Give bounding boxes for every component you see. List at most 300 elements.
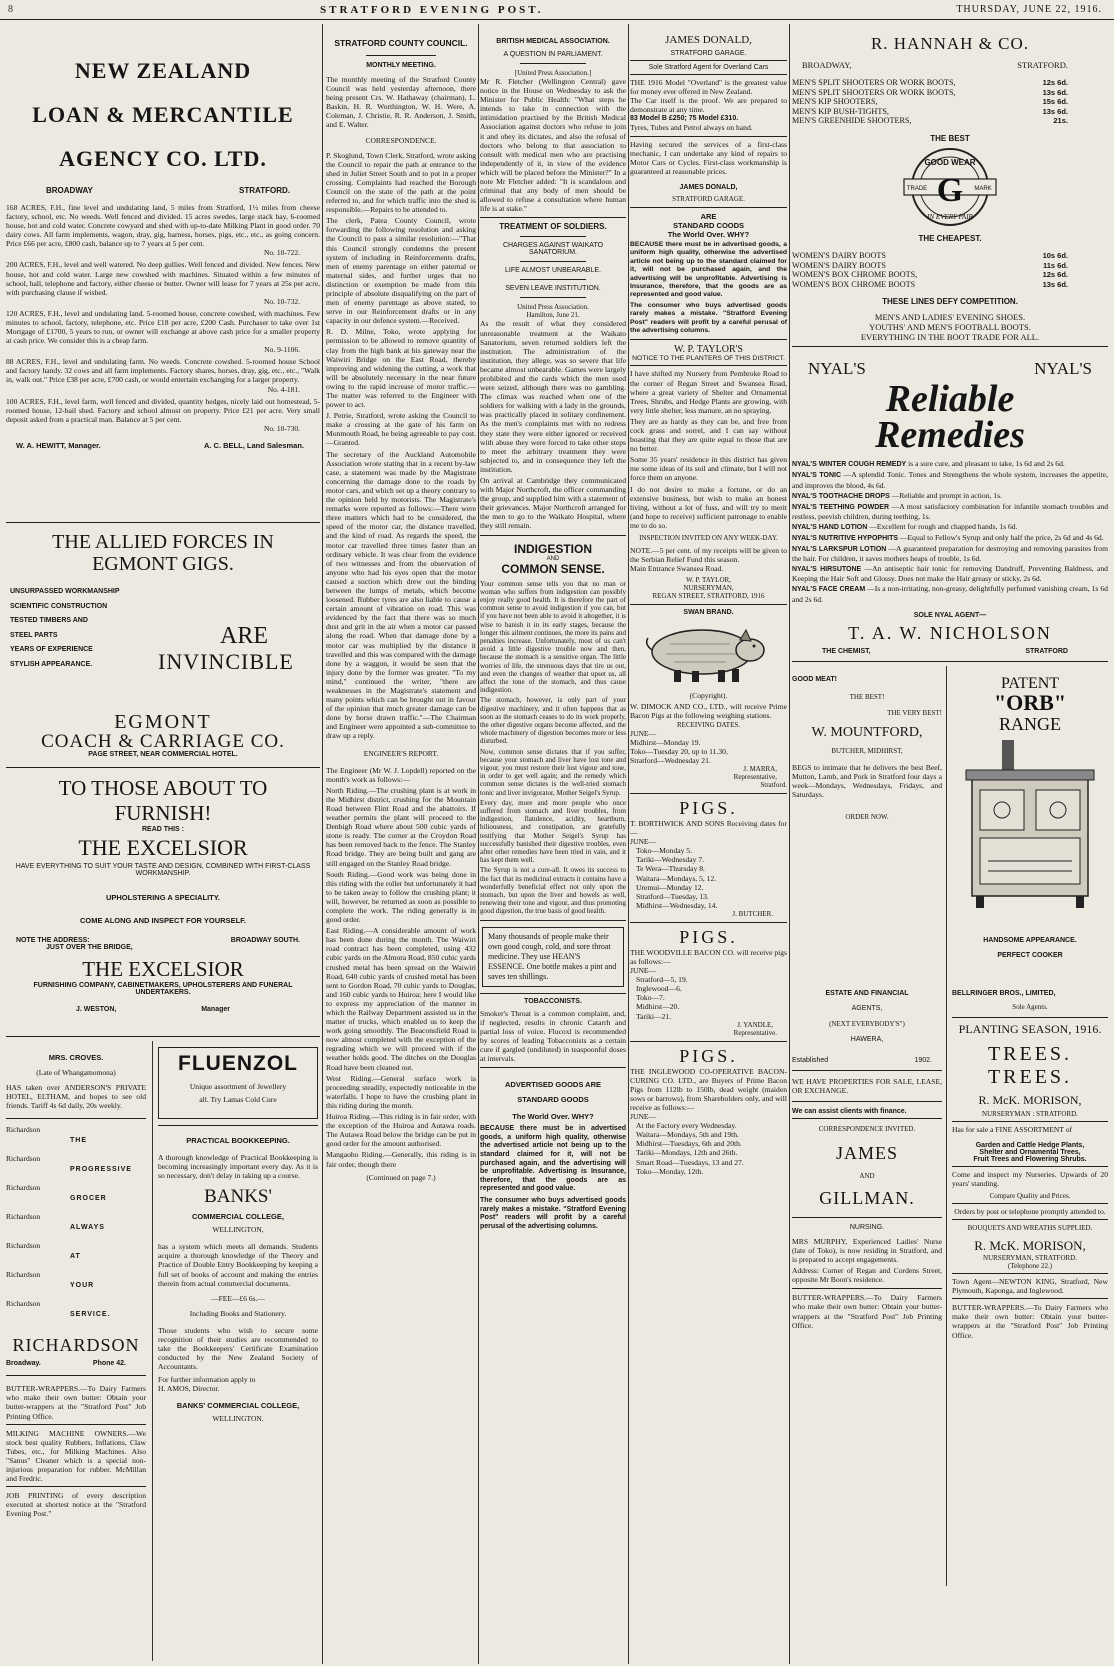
price-row: [792, 251, 1108, 261]
garden-cattle: Garden and Cattle Hedge Plants,: [975, 1141, 1085, 1149]
exc-read: READ THIS :: [142, 826, 184, 833]
woodville-date: Inglewood—6.: [636, 984, 682, 994]
banks-city-2: WELLINGTON.: [212, 1414, 264, 1424]
richardson-word: SERVICE.: [70, 1311, 111, 1319]
nyal-item-name: NYAL'S FACE CREAM: [792, 586, 866, 594]
price-row: [792, 107, 1108, 117]
nyal-item-name: NYAL'S HAND LOTION: [792, 523, 868, 531]
nyal-item: [792, 470, 1108, 489]
price-value: 12s 6d.: [1042, 78, 1068, 87]
soldiers-sub: CHARGES AGAINST WAIKATO SANATORIUM.: [502, 242, 604, 257]
col1-lower-left: [6, 1041, 146, 1519]
col5-mid: [792, 666, 1108, 986]
woodville-date: Stratford—5, 19.: [636, 975, 688, 985]
nz-address: BROADWAY: [46, 186, 93, 195]
agents: AGENTS,: [851, 1004, 883, 1012]
donald-name-2: JAMES DONALD,: [679, 183, 738, 191]
indigestion-p3: Now, common sense dictates that if you suffer, because your stomach and liver have lost tone and vigour, you must restore their lost vigour and tone, in order to get well again; and the remedy which common sense dictates is the well-tried stomach tonic and liver invigorator, Mother Seigel's Syrup.: [480, 747, 626, 797]
bookkeeping-p2: has a system which meets all demands. Students acquire a thorough knowledge of the Theory and Practice of Double Entry Bookkeeping by keeping a full set of books of account and making the entries therein from actual commercial documents.: [158, 1242, 318, 1288]
std-goods: STANDARD COODS: [672, 220, 745, 230]
woodville-june: JUNE—: [630, 966, 657, 976]
good-meat: GOOD MEAT!: [792, 675, 837, 683]
richardson-ad: [6, 1125, 146, 1335]
taylor-nurseryman: NURSERYMAN,: [683, 584, 734, 593]
listing-number: No. 9-1106.: [264, 345, 300, 355]
taylor-name: W. P. TAYLOR'S: [674, 344, 743, 356]
exc-title: TO THOSE ABOUT TO: [58, 776, 268, 800]
price-row: [792, 88, 1108, 98]
sole-agent: SOLE NYAL AGENT—: [913, 611, 987, 619]
exc-name-2: THE EXCELSIOR: [82, 957, 244, 981]
tobacconists-head: TOBACCONISTS.: [524, 997, 582, 1005]
taylor-p2: They are as hardy as they can be, and free from cock grass and sorrel, and I can say without boasting that they are quite equal to those that are no better.: [630, 416, 787, 454]
established: Established: [792, 1056, 829, 1064]
logo-left: TRADE: [906, 185, 928, 192]
column-2: [326, 24, 476, 1664]
gillman: GILLMAN.: [819, 1187, 915, 1208]
newspaper-title: STRATFORD EVENING POST.: [320, 4, 544, 16]
nyals-right: NYAL'S: [1034, 359, 1092, 379]
finance: We can assist clients with finance.: [792, 1107, 907, 1115]
nyal-item-name: NYAL'S WINTER COUGH REMEDY: [792, 461, 907, 469]
allied-title: THE ALLIED FORCES IN EGMONT GIGS.: [52, 531, 274, 575]
donald-garage-2: STRATFORD GARAGE.: [672, 194, 745, 203]
column-divider: [322, 24, 323, 1664]
council-p3: The clerk, Patea County Council, wrote forwarding the following resolution and asking the Council to pass a similar resolution:—"That this Council strongly condemns the present system of including in Reinforcements drafts, men of enemy parentage on either paternal or maternal sides, and further urges that no distinction or exemption be made from this principle of absolute disqualifying on the part of men of enemy parentage as above stated, to serve in our Reinforcement drafts or in any capacity in our defence system.—Received.: [326, 216, 476, 326]
col1-lower: [6, 1041, 320, 1661]
orb-range-ad: [952, 666, 1108, 959]
nyal-item-name: NYAL'S TONIC: [792, 472, 842, 480]
taylor-entrance: Main Entrance Swansea Road.: [630, 564, 724, 574]
price-item: MEN'S SPLIT SHOOTERS OR WORK BOOTS,: [792, 78, 956, 87]
dimock-d3: Stratford—Wednesday 21.: [630, 755, 711, 765]
nyal-item-name: NYAL'S TEETHING POWDER: [792, 503, 889, 511]
soldiers-p2: On arrival at Cambridge they communicated with Major Northcroft, the officer commanding the group, and supplied him with a statement of their grievances. Major Northcroft arranged for the men to go to the Waikato Hospital, where they still remain.: [480, 476, 626, 531]
donald-p4: Having secured the services of a first-class mechanic, I can undertake any kind of repairs to Motor Cars or Cycles. First-class workmanship is guaranteed at reasonable prices.: [630, 139, 787, 176]
orb-perfect: PERFECT COOKER: [997, 951, 1063, 959]
stove-illustration-icon: [952, 666, 1108, 922]
std-are: ARE: [700, 211, 717, 221]
exc-mgr: J. WESTON,: [76, 1006, 117, 1013]
dimock-d2: Toko—Tuesday 20, up to 11.30,: [630, 746, 728, 756]
nyal-item: [792, 459, 1108, 469]
soldiers-dateline: Hamilton, June 21.: [526, 311, 580, 320]
council-p1: The monthly meeting of the Stratford County Council was held yesterday afternoon, there being present Crs. W. Hathaway (chairman), L. Baskin, H. R. Worthington, W. H. Were, A. Coleman, J. Christie, R. R. Anderson, J. Smith, and E. Walter.: [326, 75, 476, 130]
estate: ESTATE AND FINANCIAL: [825, 989, 909, 997]
milking-machine: MILKING MACHINE OWNERS.—We stock best quality Rubbers, Inflations, Claw Tubes, etc., for Milking Machines. Also "Sanus" Cleaner which is a special non-injurious preparation for rubber. McMillan and Fredric.: [6, 1428, 146, 1484]
indigestion-sub: COMMON SENSE.: [501, 561, 605, 576]
planting-season: PLANTING SEASON, 1916.: [958, 1021, 1102, 1036]
morison-name: R. McK. MORISON,: [978, 1092, 1082, 1107]
orb-name: "ORB": [993, 689, 1067, 715]
hannah-name: R. HANNAH & CO.: [870, 34, 1030, 53]
column-divider: [789, 24, 790, 1664]
nz-manager: W. A. HEWITT, Manager.: [16, 440, 101, 450]
price-item: MEN'S KIP BUSH-TIGHTS,: [792, 106, 889, 116]
price-item: WOMEN'S DAIRY BOOTS: [792, 260, 886, 270]
listing-number: No. 10-732.: [263, 296, 300, 306]
mountford-p: BEGS to intimate that he delivers the best Beef, Mutton, Lamb, and Pork in Stratford four days a week—Mondays, Wednesdays, Fridays, and Saturdays.: [792, 762, 942, 799]
nyal-item: [792, 491, 1108, 501]
banks-director: H. AMOS, Director.: [158, 1384, 220, 1394]
borthwick-june: JUNE—: [630, 837, 657, 847]
inglewood-date: Midhirst—Tuesdays, 6th and 20th.: [636, 1139, 742, 1149]
listing-text: 88 ACRES, F.H., level and undulating farm. No weeds. Concrete cowshed. 5-roomed house School and factory handy. 32 cows and all farm implements. Factory shares, horses, dray, gig, etc., etc., "Walk in, walk out." Price £38 per acre, £700 cash, or would entertain exchanging for a larger property.: [6, 357, 320, 385]
dimock-june: JUNE—: [630, 728, 657, 738]
morison-nm: NURSERYMAN : STRATFORD.: [982, 1109, 1078, 1118]
price-item: MEN'S GREENHIDE SHOOTERS,: [792, 116, 912, 126]
adv-head: ADVERTISED GOODS ARE: [505, 1080, 601, 1090]
inglewood-date: Waitara—Mondays, 5th and 19th.: [636, 1130, 739, 1140]
yandle-rep: Representative.: [733, 1028, 777, 1037]
nyal-list: [792, 459, 1108, 603]
nz-salesman: A. C. BELL, Land Salesman.: [203, 440, 304, 450]
borthwick-date: Uremui—Monday 12.: [636, 882, 704, 892]
borthwick-date: Te Wera—Thursday 8.: [636, 864, 705, 874]
murphy: MRS MURPHY, Experienced Ladies' Nurse (late of Toko), is now residing in Stratford, and is prepared to accept engagements.: [792, 1236, 942, 1265]
price-list: [792, 78, 1108, 126]
borthwick-p: T. BORTHWICK AND SONS Receiving dates for—: [630, 818, 787, 838]
woodville-date: Tariki—21.: [636, 1011, 672, 1021]
taylor-p1: I have shifted my Nursery from Pembroke Road to the corner of Regan Street and Swansea Road, where a great variety of Shelter and Ornamental Trees, Shrubs, and Hedge Plants are growing, with very little shelter, less manure, an no spraying.: [630, 369, 787, 415]
logo-right: MARK: [974, 185, 992, 192]
inglewood-date: At the Factory every Wednesday.: [636, 1121, 737, 1131]
yandle-name: J. YANDLE,: [737, 1020, 773, 1029]
football: YOUTHS' AND MEN'S FOOTBALL BOOTS.: [869, 322, 1031, 333]
column-divider: [946, 666, 947, 986]
council-sub: MONTHLY MEETING.: [366, 62, 436, 69]
richardson-word: PROGRESSIVE: [70, 1166, 132, 1174]
nyal-item-name: NYAL'S NUTRITIVE HYPOPHITS: [792, 535, 899, 542]
borthwick-date: Midhirst—Wednesday, 14.: [636, 900, 718, 910]
nyal-item-name: NYAL'S TOOTHACHE DROPS: [792, 492, 890, 500]
trees-2: TREES.: [987, 1065, 1073, 1088]
bma-head: BRITISH MEDICAL ASSOCIATION.: [496, 38, 610, 45]
pigs-head-3: PIGS.: [679, 1045, 738, 1066]
nz-town: STRATFORD.: [239, 186, 290, 195]
richardson-word: GROCER: [70, 1195, 107, 1203]
nicholson-chem: THE CHEMIST,: [822, 647, 871, 655]
indigestion-p4: Every day, more and more people who once suffered from stomach and liver troubles, from indigestion, flatulence, acidity, heartburn, biliousness, and constipation, are gratefully testifying that Mother Seigel's Syrup has successfully banished their digestive troubles, even after other remedies have been tried in vain, and it has kept them well.: [480, 798, 626, 865]
orb-range: RANGE: [999, 713, 1061, 734]
inglewood-dates: [630, 1121, 787, 1176]
the-cheapest: THE CHEAPEST.: [918, 233, 982, 243]
donald-agent: Sole Stratford Agent for Overland Cars: [648, 64, 769, 71]
pigs-head-2: PIGS.: [679, 926, 738, 947]
taylor-p4: I do not desire to make a fortune, or do an extensive business, but wish to make an honest living, without a lot of fuss, and will try to merit (and hope to receive) sufficient patronage to enable me to do so.: [630, 484, 787, 530]
listing-number: No. 10-722.: [263, 248, 300, 258]
price-item: MEN'S SPLIT SHOOTERS OR WORK BOOTS,: [792, 87, 956, 97]
heans-essence-ad: Many thousands of people make their own good cough, cold, and sore throat medicine. They use HEAN'S ESSENCE. One bottle makes a pint and saves ten shillings.: [482, 927, 624, 987]
fluenzol-line-2: all. Try Lamas Cold Cure: [199, 1095, 277, 1105]
price-value: 15s 6d.: [1042, 97, 1068, 107]
nursing: NURSING.: [849, 1223, 885, 1231]
butter-wrappers-3: BUTTER-WRAPPERS.—To Dairy Farmers who make their own butter: Obtain your butter-wrappers at the "Stratford Post" Job Printing Office.: [952, 1303, 1108, 1340]
column-divider: [628, 24, 629, 1664]
egmont-name: EGMONT: [114, 711, 212, 733]
donald-p3: Tyres, Tubes and Petrol always on hand.: [630, 123, 753, 133]
hawera: HAWERA,: [850, 1035, 884, 1043]
nz-title-2: LOAN & MERCANTILE: [32, 102, 294, 127]
taylor-note: NOTE.—5 per cent. of my receipts will be given to the Serbian Relief Fund this season.: [630, 546, 787, 565]
next-everybodys: (NEXT EVERYBODY'S"): [829, 1019, 905, 1028]
bookkeeping-head: PRACTICAL BOOKKEEPING.: [186, 1136, 290, 1145]
listing-list: [6, 203, 320, 433]
inglewood-date: Smart Road—Tuesdays, 13 and 27.: [636, 1157, 744, 1167]
town-agent: Town Agent—NEWTON KING, Stratford, New Plymouth, Kaponga, and Inglewood.: [952, 1277, 1108, 1296]
woodville-p: THE WOODVILLE BACON CO. will receive pigs as follows:—: [630, 947, 787, 966]
indigestion-p5: The Syrup is not a cure-all. It owes its success to the fact that its medicinal extracts it contains have a wonderfully beneficial effect not only upon the stomach, but upon the liver and bowels as well, renewing their tone and vigour, and thus promoting good digestion, the true basis of good health.: [480, 866, 626, 916]
exc-name: THE EXCELSIOR: [78, 835, 248, 860]
morison-name-2: R. McK. MORISON,: [974, 1238, 1086, 1254]
price-value: 21s.: [1053, 116, 1068, 126]
council-p5: J. Petrie, Stratford, wrote asking the Council to make a crossing at the gate of his farm on Monmouth Road, he being agreeable to pay cost.—Granted.: [326, 411, 476, 448]
marra-name: J. MARRA,: [743, 764, 777, 773]
exc-title-2: FURNISH!: [114, 801, 212, 825]
price-row: [792, 280, 1108, 290]
allied-row: UNSURPASSED WORKMANSHIP: [10, 588, 120, 595]
council-p13: Mangaoho Riding.—Generally, this riding is in fair order, though there: [326, 1150, 476, 1169]
fluenzol-title: FLUENZOL: [178, 1052, 298, 1075]
listing-text: 120 ACRES, F.H., level and undulating land. 5-roomed house, concrete cowshed, with machines. Few minutes to school, factory, telephone, etc. Price £18 per acre, £200 Cash. Purchaser to take over 1st Mortgage of £1700, 5 years to run, or owner will exchange at above cash price for a smaller property at cash price. We consider this is a cheap farm.: [6, 308, 320, 346]
james: JAMES: [835, 1142, 898, 1163]
evening-shoes: MEN'S AND LADIES' EVENING SHOES.: [874, 312, 1026, 323]
indigestion-p2: The stomach, however, is only part of your digestive machinery, and it often happens that as soon as the stomach ceases to do its work properly, the other digestive organs become affected, and the whole machinery of digestion becomes more or less disturbed.: [480, 696, 626, 746]
adv-p1: BECAUSE there must be in advertised goods, a uniform high quality, otherwise the advertised article not being up to the standard claimed for it, will not be purchased again, and the advertising will be unprofitable. Advertising is Insurance, therefore, that the goods are as represented and good value.: [480, 1125, 626, 1193]
orb-patent: PATENT: [1000, 674, 1060, 692]
nz-title: NEW ZEALAND: [74, 58, 252, 83]
mountford-butcher: BUTCHER, MIDHIRST,: [831, 746, 903, 755]
borthwick-date: Stratford—Tuesday, 13.: [636, 891, 709, 901]
bookkeeping-p3: Those students who wish to secure some recognition of their studies are recommended to take the Bookkeepers' Certificate Examination conducted by the New Zealand Society of Accountants.: [158, 1325, 318, 1372]
banks-college: COMMERCIAL COLLEGE,: [192, 1212, 284, 1222]
murphy-addr: Address: Corner of Regan and Cordens Street, opposite Mr Boon's residence.: [792, 1266, 942, 1285]
corr-invited: CORRESPONDENCE INVITED.: [818, 1124, 916, 1133]
column-divider: [946, 986, 947, 1586]
exc-line-3: COME ALONG AND INSPECT FOR YOURSELF.: [80, 916, 246, 925]
taylor-p3: Some 35 years' residence in this district has given me some ideas of its soil and climate, but I will not force them on anyone.: [630, 455, 787, 483]
adv-std: STANDARD GOODS: [517, 1095, 589, 1105]
mountford-name: W. MOUNTFORD,: [811, 724, 923, 740]
compare: Compare Quality and Prices.: [989, 1191, 1071, 1200]
trees-1: TREES.: [987, 1042, 1073, 1065]
exc-mgr-title: Manager: [201, 1006, 230, 1013]
column-divider: [152, 1041, 153, 1661]
good-wear-logo-icon: [792, 143, 1108, 229]
hannah-town: STRATFORD.: [1017, 60, 1068, 70]
nyal-item: [792, 544, 1108, 563]
donald-models: 83 Model B £250; 75 Model £310.: [630, 115, 739, 123]
column-3: [480, 24, 626, 1664]
nyal-item-name: NYAL'S LARKSPUR LOTION: [792, 546, 887, 554]
croves-late: (Late of Whangamomona): [36, 1068, 116, 1077]
fluenzol-ad: [158, 1047, 318, 1119]
nyal-item-desc: —A guaranteed preparation for destroying and removing parasites from the hair. For children, it saves mothers heaps of trouble, 1s 6d.: [792, 544, 1108, 564]
egmont-name-2: COACH & CARRIAGE CO.: [41, 731, 285, 752]
marra-rep: Representative,: [733, 772, 777, 781]
richardson-name: RICHARDSON: [12, 1335, 140, 1356]
croves-text: HAS taken over ANDERSON'S PRIVATE HOTEL, ELTHAM, and hopes to see old friends. Tariff 4s 6d daily, 20s weekly.: [6, 1083, 146, 1111]
come-inspect: Come and inspect my Nurseries. Upwards of 20 years' standing.: [952, 1169, 1108, 1188]
continued-note: (Continued on page 7.): [366, 1172, 436, 1182]
council-p12: Huiroa Riding.—This riding is in fair order, with the exception of the Huiroa and Autawa roads. The Autawa Road below the bridge can be put in good order for the amount authorised.: [326, 1112, 476, 1149]
taylor-notice: NOTICE TO THE PLANTERS OF THIS DISTRICT.: [632, 355, 785, 363]
everything: EVERYTHING IN THE BOOT TRADE FOR ALL.: [860, 332, 1040, 343]
nyal-item-desc: —Equal to Fellow's Syrup and only half the price, 2s 6d and 4s 6d.: [899, 533, 1104, 542]
listing-text: 168 ACRES, F.H., fine level and undulating land, 5 miles from Stratford, 1½ miles from cheese factory, school, etc. No weeds. Well fenced and divided. 15 acres swedes, large stack hay, 6-roomed house, hot and cold water. Concrete cowyard and shed with up-to-date Milking Plant in good order. 70 dairy cows. All farm implements, wagon, dray, gig, harness, horses, pigs, etc., etc., as going concern. Price £66 per acre, £800 cash, balance up to 7 years at 5 per cent.: [6, 203, 320, 249]
taylor-address: REGAN STREET, STRATFORD, 1916: [652, 592, 765, 601]
listing-number: No. 4-181.: [267, 384, 300, 394]
price-item: WOMEN'S BOX CHROME BOOTS: [792, 279, 916, 289]
nyal-item-desc: —Reliable and prompt in action, 1s.: [891, 490, 1002, 500]
richardson-row: Richardson: [6, 1212, 41, 1222]
exc-bs: BROADWAY SOUTH.: [230, 937, 300, 944]
richardson-word: THE: [70, 1137, 87, 1145]
price-value: 13s 6d.: [1042, 106, 1068, 116]
page-number: 8: [8, 4, 13, 15]
std-why: The World Over. WHY?: [667, 229, 750, 239]
richardson-word: AT: [70, 1253, 81, 1261]
exc-line-2: UPHOLSTERING A SPECIALITY.: [105, 893, 221, 902]
soldiers-p1: As the result of what they considered unreasonable treatment at the Waikato Sanatorium, seven returned soldiers left the institution. The administration of the institution, they allege, was so severe that life became almost unbearable. Games were largely prohibited and the cards which the men used were seized, although there was no gambling. The climax was reached when one of the soldiers for walking with a lady in the grounds, was practically placed in solitary confinement. As the men's complaints met with no redress they state they were either ignored or received with abuse they were forced to take other steps to meet the arbitrary treatment they were subjected to, and in consequence they left the institution.: [480, 319, 626, 474]
shelter: Shelter and Ornamental Trees,: [979, 1148, 1081, 1156]
richardson-row: Richardson: [6, 1270, 41, 1280]
nz-title-3: AGENCY CO. LTD.: [59, 146, 267, 171]
fruit: Fruit Trees and Flowering Shrubs.: [973, 1155, 1087, 1163]
column-5: [792, 24, 1108, 1664]
bma-sub: A QUESTION IN PARLIAMENT.: [503, 51, 603, 58]
inglewood-date: Tariki—Mondays, 12th and 26th.: [636, 1148, 738, 1158]
col5-low: [792, 986, 1108, 1586]
price-value: 12s 6d.: [1042, 270, 1068, 280]
morison-ad: [952, 986, 1108, 1340]
tobacconists-p: Smoker's Throat is a common complaint, and, if neglected, results in chronic Catarrh and partial loss of voice. Flucoxl is recommended by scores of leading Tobacconists as a certain cure if gargled (undiluted) in teaspoonful doses at intervals.: [480, 1008, 626, 1064]
allied-invincible: INVINCIBLE: [158, 649, 294, 674]
listing-text: 100 ACRES, F.H., level farm, well fenced and divided, quantity hedges, nicely laid out homestead, 5-roomed house, 12-bail shed. Factory and school almost on property. Price £21 per acre. Very small deposit asked from a practical man. Balance at 5 per cent.: [6, 396, 320, 424]
remedies-title: Remedies: [875, 414, 1025, 457]
allied-are: ARE: [220, 623, 268, 649]
donald-p1: THE 1916 Model "Overland" is the greatest value for money ever offered in New Zealand.: [630, 78, 787, 97]
excelsior-ad: [6, 776, 320, 1032]
allied-row: SCIENTIFIC CONSTRUCTION: [10, 602, 108, 610]
nyal-item-desc: —A splendid Tonic. Tones and Strengthens the whole system, increases the appetite, and improves the blood, 4s 6d.: [792, 470, 1108, 490]
marra-town: Stratford.: [760, 780, 787, 789]
borthwick-date: Tariki—Wednesday 7.: [636, 855, 705, 865]
very-best: THE VERY BEST!: [887, 708, 942, 717]
bma-p1: Mr R. Fletcher (Wellington Central) gave notice in the House on Wednesday to ask the Minister for Public Health: "What steps he intends to take in connection with the intimidation practised by the British Medical Association against doctors who refuse to join it and obey its dictates, and also the refusal of doctors who belong to that association to consult with medical men who are practising independently of it, in view of the evidence which will be placed before the Minister?" In a note Mr Fletcher added: "It is scandalous and criminal that any body of men should be allowed to refuse a consultation where human life is at stake.": [480, 77, 626, 214]
order-now: ORDER NOW.: [845, 813, 889, 822]
price-value: 13s 6d.: [1042, 87, 1068, 97]
richardson-phone: Phone 42.: [92, 1360, 126, 1368]
indigestion-p1: Your common sense tells you that no man or woman who suffers from indigestion can possibly enjoy really good health. It is therefore the part of common sense to avoid indigestion if you can, but if you have not been able to avoid it altogether, it is wise to banish it in its early stages, because the longer this ailment continues, the more its pains and penalties increase. Unfortunately, most of us can't avoid a little digestive trouble now and then, because the stomach is a sensitive organ. The little worries of life, the strenuous days that tire us out, and even the changes of weather that upset us, all affect the tone of the stomach, and thus cause indigestion.: [480, 579, 626, 695]
indigestion-and: AND: [546, 555, 560, 562]
defy: THESE LINES DEFY COMPETITION.: [882, 297, 1018, 307]
price-row: [792, 270, 1108, 280]
butter-wrappers: BUTTER-WRAPPERS.—To Dairy Farmers who make their own butter: Obtain your butter-wrappers at the "Stratford Post" Job Printing Office.: [6, 1384, 146, 1421]
nyal-item-desc: is a sure cure, and pleasant to take, 1s 6d and 2s 6d.: [908, 459, 1065, 469]
council-p4: R. D. Milne, Toko, wrote applying for permission to be allowed to remove quantity of clay from the high bank at his gateway near the Waiwiri Bridge on the East Road, thereby improving and widening the cutting, a work that will be absolutely necessary in the near future owing to the rapid increase of motor traffic.—The matter was referred to the Engineer with power to act.: [326, 327, 476, 410]
std-p1: BECAUSE there must be in advertised goods, a uniform high quality, otherwise the advertised article not being up to the standard claimed for it, will not be purchased again, and the advertising will be unprofitable. Advertising is Insurance, therefore, that the goods are as represented and good value.: [630, 240, 787, 299]
nicholson-town: STRATFORD: [1025, 647, 1068, 655]
banks-name-2: BANKS' COMMERCIAL COLLEGE,: [176, 1401, 300, 1411]
established-year: 1902.: [914, 1056, 932, 1064]
nyal-item-desc: —Is a non-irritating, non-greasy, delightfully perfumed vanishing cream, 1s 6d and 2s 6d.: [792, 584, 1108, 604]
nyal-item: [792, 564, 1108, 583]
soldiers-head: TREATMENT OF SOLDIERS.: [499, 222, 607, 232]
reliable-title: Reliable: [885, 378, 1015, 421]
council-head: STRATFORD COUNTY COUNCIL.: [334, 38, 468, 48]
borthwick-dates: [630, 846, 787, 910]
richardson-row: Richardson: [6, 1183, 41, 1193]
orders: Orders by post or telephone promptly attended to.: [954, 1206, 1106, 1216]
soldiers-sub-3: SEVEN LEAVE INSTITUTION.: [505, 285, 601, 293]
nicholson-name: T. A. W. NICHOLSON: [848, 622, 1052, 643]
pig-illustration-icon: [630, 616, 780, 686]
donald-name: JAMES DONALD,: [665, 34, 752, 46]
column-4: [630, 24, 787, 1664]
soldiers-sub-2: LIFE ALMOST UNBEARABLE.: [505, 267, 601, 275]
column-1: [6, 24, 320, 1664]
col1-lower-right: [158, 1041, 318, 1423]
swan-brand: SWAN BRAND.: [683, 609, 734, 617]
and: AND: [859, 1171, 875, 1180]
allied-row: STYLISH APPEARANCE.: [10, 660, 93, 668]
banks-name: BANKS': [204, 1186, 272, 1208]
price-item: WOMEN'S BOX CHROME BOOTS,: [792, 270, 918, 280]
pigs-head-1: PIGS.: [679, 797, 738, 818]
inglewood-june: JUNE—: [630, 1112, 657, 1122]
council-corr: CORRESPONDENCE.: [365, 135, 437, 145]
nyal-item-desc: —A most satisfactory combination for infantile stomach troubles and restless, peevish children, during teething, 1s.: [792, 501, 1108, 521]
price-item: WOMEN'S DAIRY BOOTS: [792, 250, 886, 260]
richardson-word: ALWAYS: [70, 1224, 105, 1232]
taylor-inspection: INSPECTION INVITED ON ANY WEEK-DAY.: [639, 534, 778, 542]
egmont-gigs-ad: [6, 531, 320, 763]
allied-row: YEARS OF EXPERIENCE: [10, 646, 93, 653]
richardson-broadway: Broadway.: [6, 1360, 41, 1368]
listing-text: 200 ACRES, F.H., level and well watered. No deep gullies. Well fenced and divided. New fences. New house, hot and cold water. Large new cowshed with machines. Situated within a few minutes of school, hall, telephone and factory, either cheese or butter. Owner will lease for 7 years at 25s per acre, with purchasing clause if wished.: [6, 260, 320, 297]
nyal-item: [792, 502, 1108, 521]
bellringer: BELLRINGER BROS., LIMITED,: [952, 989, 1056, 997]
exc-line-1: HAVE EVERYTHING TO SUIT YOUR TASTE AND DESIGN, COMBINED WITH FIRST-CLASS WORKMANSHIP.: [15, 863, 311, 877]
the-best-2: THE BEST!: [849, 692, 885, 701]
nyal-item-name: NYAL'S HIRSUTONE: [792, 566, 862, 574]
nyal-item: [792, 584, 1108, 603]
pig-copyright: (Copyright).: [689, 691, 728, 701]
borthwick-sign: J. BUTCHER.: [732, 909, 773, 918]
nyal-item-desc: —Excellent for rough and chapped hands, 1s 6d.: [869, 521, 1018, 531]
inglewood-date: Toko—Monday, 12th.: [636, 1166, 704, 1176]
allied-row: TESTED TIMBERS AND: [10, 617, 88, 624]
logo-bottom: IN EVERY PAIR: [927, 212, 973, 221]
nyal-item-desc: —An antiseptic hair tonic for removing Dandruff, Preventing Baldness, and Keeping the Hair Soft and Glossy. Does not make the Hair greasy or sticky, 2s 6d.: [792, 564, 1108, 584]
nz-loan-ad: [6, 58, 320, 518]
butter-wrappers-2: BUTTER-WRAPPERS.—To Dairy Farmers who make their own butter: Obtain your butter-wrappers at the "Stratford Post" Job Printing Office.: [792, 1293, 942, 1330]
orb-handsome: HANDSOME APPEARANCE.: [983, 936, 1077, 944]
banks-fee: —FEE—£6 6s.—: [211, 1293, 265, 1303]
nyal-item: [792, 533, 1108, 543]
job-printing: JOB PRINTING of every description executed at shortest notice at the "Stratford Evening Post.": [6, 1491, 146, 1519]
banks-city: WELLINGTON,: [212, 1225, 264, 1235]
dimock-d1: Midhirst—Monday 19.: [630, 737, 701, 747]
donald-p2: The Car itself is the proof. We are prepared to demonstrate at any time.: [630, 96, 787, 115]
logo-top: GOOD WEAR: [924, 157, 976, 167]
price-value: 13s 6d.: [1042, 279, 1068, 289]
council-p7: The Engineer (Mr W. J. Lopdell) reported on the month's work as follows:—: [326, 765, 476, 784]
borthwick-date: Toko—Monday 5.: [636, 846, 692, 856]
egmont-address: PAGE STREET, NEAR COMMERCIAL HOTEL.: [88, 751, 238, 758]
council-p10: East Riding.—A considerable amount of work has been done during the month. The Waiwiri road contract has been completed, using 432 cubic yards on the Almora Road, 850 cubic yards crushed metal has been spread on the Waiwiri Road, 640 cubic yards of crushed metal has been sent to Gordon Road, 70 cubic yards to Douglas, and 160 cubic yards to Huiroa; here I would like to express my appreciation of the manner in which the Railway Department assisted us in the matter of trucks, which enabled us to keep the work going smoothly. The Beaconsfield Road is now almost completed with the exception of the regrading which we will proceed with if the weather holds good. The ditches on the Douglas Road have been cleaned out.: [326, 926, 476, 1072]
